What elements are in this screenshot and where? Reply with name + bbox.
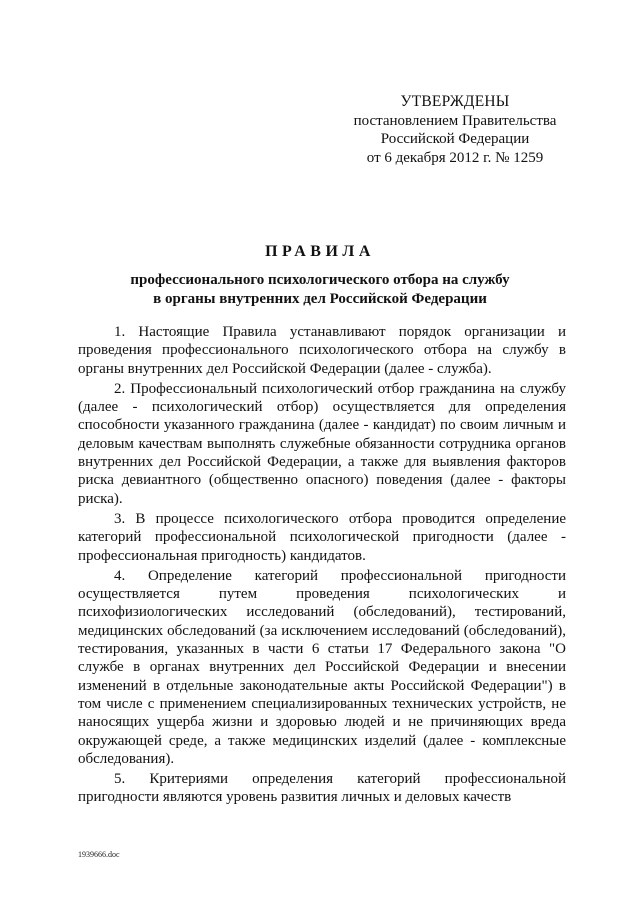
document-body — [78, 323, 566, 809]
paragraph-5: 5. Критериями определения категорий профессиональной пригодности являются уровень развития личных и деловых качеств — [78, 771, 566, 806]
subheading-line-1: профессионального психологического отбора на службу — [130, 272, 510, 288]
paragraph-4: 4. Определение категорий профессиональной пригодности осуществляется путем проведения психологических и психофизиологических исследований (обследований), тестирований, медицинских обследований (за исключением исследований (обследований), тестирования, указанных в части 6 статьи 17 Федерального закона "О службе в органах внутренних дел Российской Федерации и внесении изменений в отдельные законодательные акты Российской Федерации") в том числе с применением специализированных технических устройств, не наносящих ущерба жизни и здоровью людей и не причиняющих вреда окружающей среде, а также медицинских изделий (далее - комплексные обследования). — [78, 567, 566, 767]
document-subheading — [80, 271, 560, 309]
paragraph-2: 2. Профессиональный психологический отбор гражданина на службу (далее - психологический отбор) осуществляется для определения способности указанного гражданина (далее - кандидат) по своим личным и деловым качествам выполнять служебные обязанности сотрудника органов внутренних дел Российской Федерации, а также для выявления факторов риска девиантного (общественно опасного) поведения (далее - факторы риска). — [78, 380, 566, 507]
approval-stamp — [340, 93, 570, 167]
footer-document-id: 1939666.doc — [78, 850, 120, 859]
paragraph-1: 1. Настоящие Правила устанавливают порядок организации и проведения профессионального психологического отбора на службу в органы внутренних дел Российской Федерации (далее - служба). — [78, 324, 566, 377]
subheading-line-2: в органы внутренних дел Российской Федерации — [153, 291, 487, 307]
approval-decree-line: постановлением Правительства — [353, 112, 557, 129]
paragraph-3: 3. В процессе психологического отбора проводится определение категорий профессиональной психологической пригодности (далее - профессиональная пригодность) кандидатов. — [78, 510, 566, 564]
approval-title: УТВЕРЖДЕНЫ — [400, 93, 510, 110]
approval-government-line: Российской Федерации — [380, 131, 530, 147]
document-heading: ПРАВИЛА — [265, 243, 375, 260]
approval-date-number-line: от 6 декабря 2012 г. № 1259 — [366, 149, 544, 166]
